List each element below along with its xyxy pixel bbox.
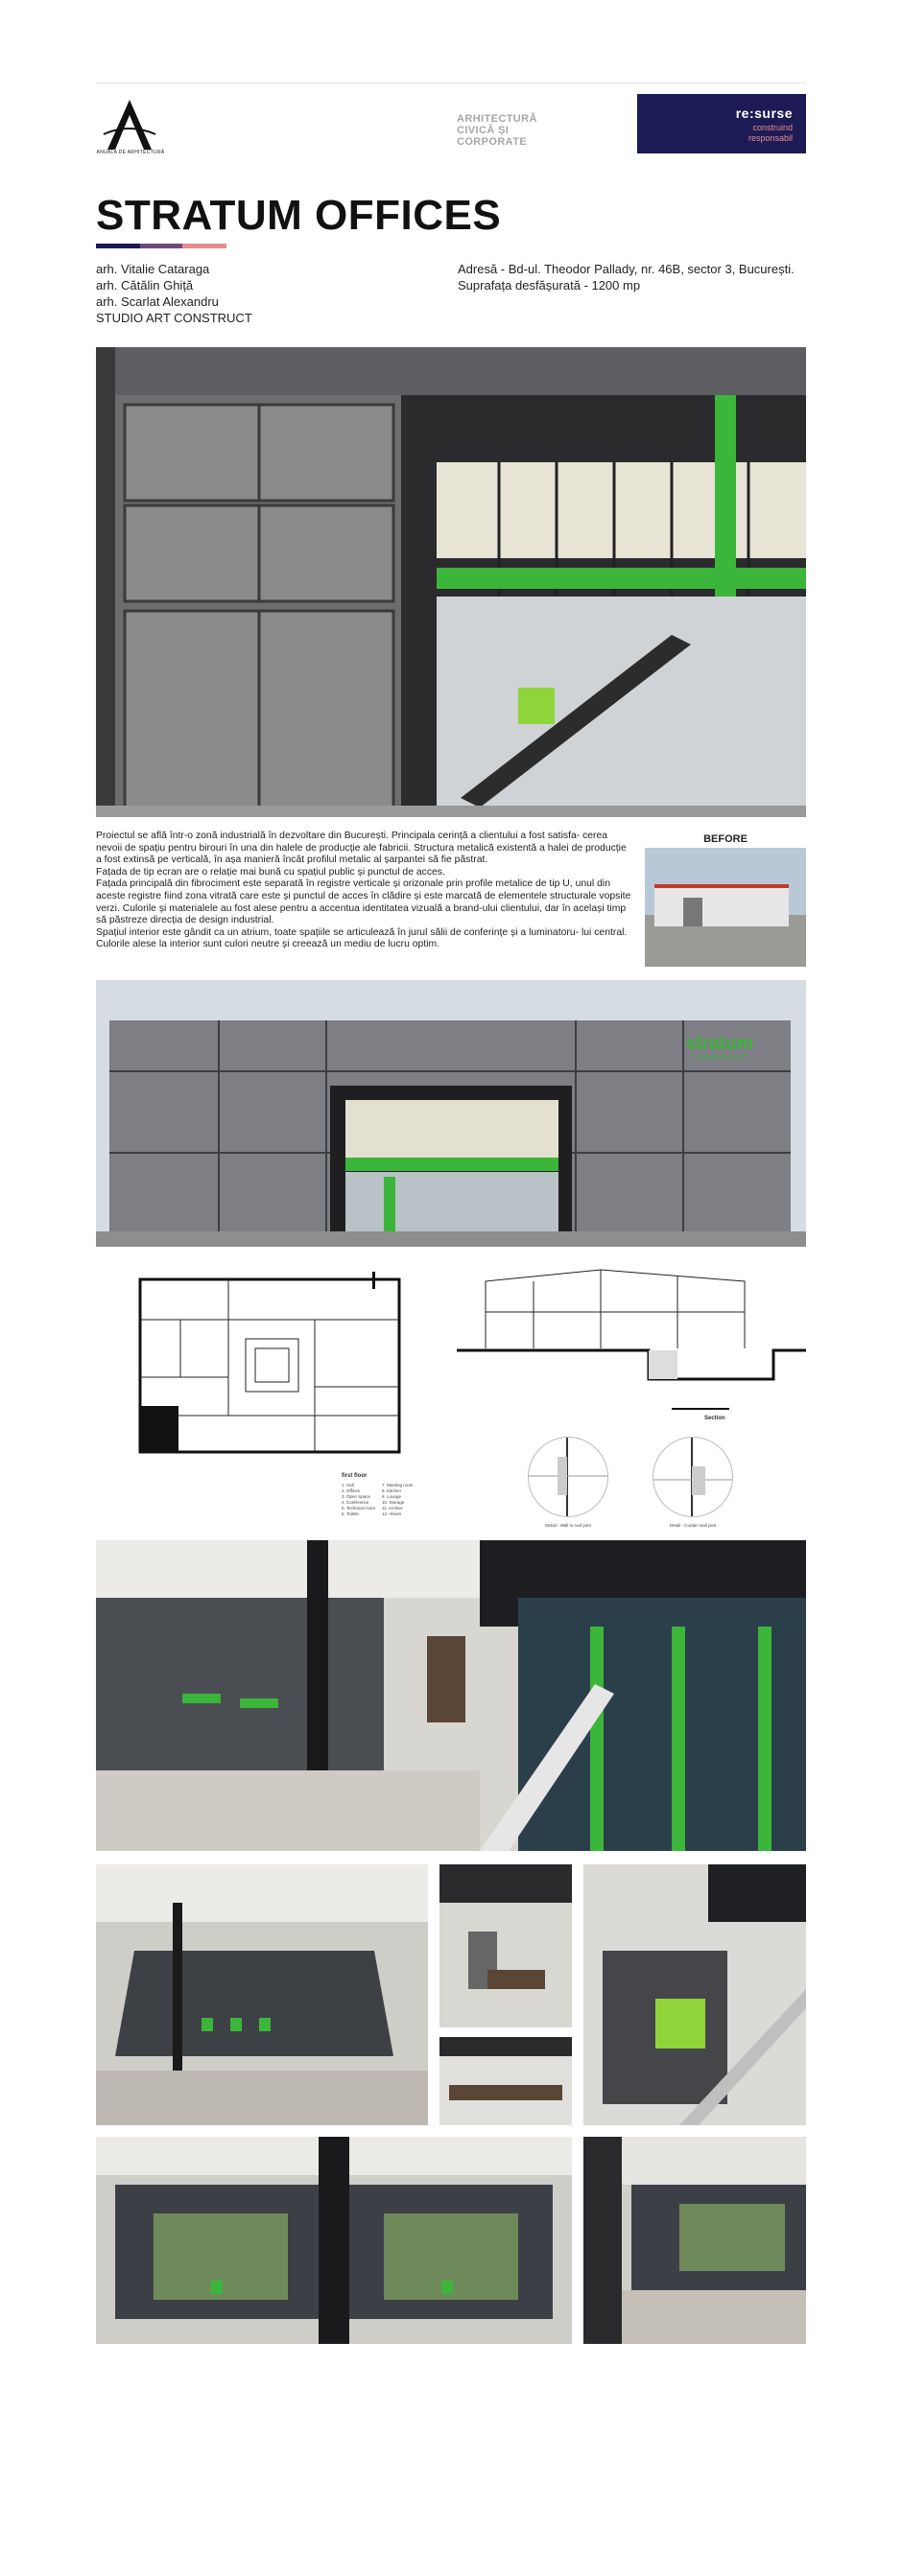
author-1: arh. Vitalie Cataraga — [96, 262, 210, 276]
plan-legend-col-1 — [342, 1483, 380, 1517]
logo-caption: ANUALA DE ARHITECTURĂ — [96, 150, 165, 155]
glass-office-photo — [96, 2137, 572, 2344]
project-title: STRATUM OFFICES — [96, 192, 502, 239]
legend-item: 8. Kitchen — [382, 1488, 402, 1493]
kitchen-photo — [439, 2037, 572, 2125]
project-description — [96, 831, 633, 951]
legend-item: 9. Lounge — [382, 1494, 402, 1499]
legend-item: 6. Toilets — [342, 1511, 359, 1516]
facade-sign: stratum — [686, 1034, 753, 1054]
address-line: Adresă - Bd-ul. Theodor Pallady, nr. 46B, sector 3, București. — [458, 262, 795, 276]
interior-atrium-photo — [96, 1540, 806, 1851]
detail-caption-1: Detail - Wall to roof joint — [545, 1523, 591, 1528]
annual-logo-icon — [96, 96, 163, 157]
badge-tagline — [748, 123, 793, 144]
detail-drawing-1 — [528, 1437, 608, 1517]
detail-drawing-2 — [653, 1437, 733, 1517]
meeting-room-photo — [96, 1864, 428, 2125]
legend-item: 10. Storage — [382, 1500, 405, 1505]
address-block — [458, 261, 795, 293]
area-line: Suprafața desfășurată - 1200 mp — [458, 278, 641, 293]
before-label: BEFORE — [703, 833, 748, 845]
description-paragraph-2: Fațada de tip ecran are o relație mai bună cu spațiul public și punctul de acces. — [96, 866, 445, 878]
badge-tagline-line-1: construind — [752, 123, 793, 132]
resurse-badge — [637, 94, 806, 153]
badge-brand: re:surse — [735, 105, 793, 121]
category-line-2: CORPORATE — [457, 136, 528, 148]
stair-wall-photo — [583, 1864, 806, 2125]
detail-caption-2: Detail - Curtain wall joint — [669, 1523, 717, 1528]
header-divider — [96, 82, 806, 83]
authors-list — [96, 261, 252, 326]
legend-item: 1. Hall — [342, 1483, 354, 1487]
title-bar-pink — [182, 244, 226, 248]
floor-plan-drawing — [132, 1262, 411, 1460]
legend-item: 4. Conference — [342, 1500, 369, 1505]
description-paragraph-4: Spațiul interior este gândit ca un atrium, toate spațiile se articulează în jurul sălii de conferințe și a luminatoru- lui central. Culorile alese la interior sunt culori neutre și creează un mediu de lucru optim. — [96, 926, 628, 950]
title-bar-purple — [140, 244, 182, 248]
description-paragraph-1: Proiectul se află într-o zonă industrială în dezvoltare din București. Principala cerință a clientului a fost satisfa- cerea nevoii de spațiu pentru birouri în una din halele de producție ale fabricii. Structura metalică existentă a halei de producție a fost extinsă pe verticală, în așa manieră încât profilul metalic al șarpantei să fie păstrat. — [96, 831, 627, 866]
facade-sign-subtext: CONSTRUCT — [697, 1055, 748, 1062]
legend-item: 5. Technical room — [342, 1506, 376, 1510]
lounge-photo — [439, 1864, 572, 2027]
legend-item: 11. Archive — [382, 1506, 403, 1510]
badge-tagline-line-2: responsabil — [748, 133, 793, 143]
legend-item: 2. Offices — [342, 1488, 360, 1493]
category-line-1: ARHITECTURĂ CIVICĂ ȘI — [457, 113, 537, 136]
before-photo — [645, 848, 806, 967]
legend-item: 3. Open Space — [342, 1494, 371, 1499]
author-2: arh. Cătălin Ghiță — [96, 278, 194, 293]
legend-item: 7. Meeting room — [382, 1483, 414, 1487]
section-drawing — [457, 1262, 806, 1393]
atrium-glass-photo — [583, 2137, 806, 2344]
author-3: arh. Scarlat Alexandru — [96, 294, 219, 309]
main-facade-photo — [96, 980, 806, 1247]
category-label — [457, 113, 572, 148]
facade-detail-photo — [96, 347, 806, 817]
title-bar-navy — [96, 244, 140, 248]
studio-name: STUDIO ART CONSTRUCT — [96, 311, 252, 325]
section-scale-bar — [672, 1408, 729, 1410]
description-paragraph-3: Fațada principală din fibrociment este separată în registre verticale și orizonale prin profile metalice de tip U, unul din aceste registre fiind zona vitrată care este și punctul de acces în clădire și este marcată de elementele structurale vopsite verzi. Culorile și materialele au fost alese pentru a accentua identitatea vizuală a brand-ului clientului, dar în același timp să păstreze direcția de design industrial. — [96, 878, 631, 926]
legend-item: 12. Atrium — [382, 1511, 402, 1516]
title-color-bars — [96, 244, 226, 248]
plan-legend-col-2 — [382, 1483, 420, 1517]
section-title: Section — [704, 1416, 725, 1421]
plan-title: first floor — [342, 1473, 368, 1479]
